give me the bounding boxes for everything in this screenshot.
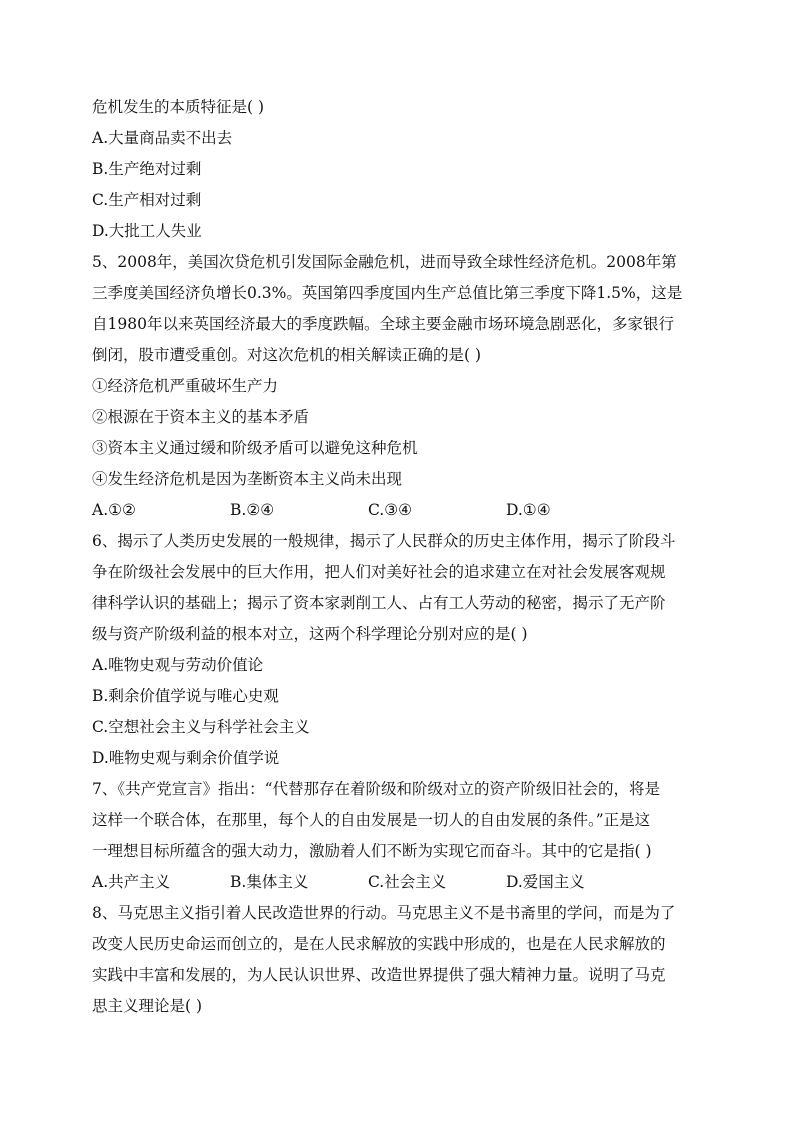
option-d: D.唯物史观与剩余价值学说 <box>92 749 280 767</box>
exam-page <box>92 92 702 1022</box>
option-a: A.①② <box>92 501 136 519</box>
statement-2: ②根源在于资本主义的基本矛盾 <box>92 408 310 426</box>
statement-1: ①经济危机严重破坏生产力 <box>92 377 279 395</box>
question-stem-line: 实践中丰富和发展的，为人民认识世界、改造世界提供了强大精神力量。说明了马克 <box>92 966 666 984</box>
question-stem-line: 级与资产阶级利益的根本对立，这两个科学理论分别对应的是( ) <box>92 625 528 643</box>
question-stem-line: 7、《共产党宣言》指出：“代替那存在着阶级和阶级对立的资产阶级旧社会的，将是 <box>92 780 661 798</box>
option-a: A.大量商品卖不出去 <box>92 129 233 147</box>
option-b: B.生产绝对过剩 <box>92 160 202 178</box>
option-d: D.①④ <box>506 501 551 519</box>
question-stem-line: 三季度美国经济负增长0.3%。英国第四季度国内生产总值比第三季度下降1.5%，这是 <box>92 284 683 302</box>
question-stem-line: 争在阶级社会发展中的巨大作用，把人们对美好社会的追求建立在对社会发展客观规 <box>92 563 666 581</box>
option-c: C.空想社会主义与科学社会主义 <box>92 718 310 736</box>
option-c: C.社会主义 <box>368 873 447 891</box>
option-c: C.生产相对过剩 <box>92 191 202 209</box>
option-a: A.共产主义 <box>92 873 171 891</box>
statement-3: ③资本主义通过缓和阶级矛盾可以避免这种危机 <box>92 439 418 457</box>
question-stem-line: 这样一个联合体，在那里，每个人的自由发展是一切人的自由发展的条件。”正是这 <box>92 811 651 829</box>
option-c: C.③④ <box>368 501 413 519</box>
question-stem: 危机发生的本质特征是( ) <box>92 98 265 116</box>
question-stem-line: 思主义理论是( ) <box>92 997 203 1015</box>
option-d: D.爱国主义 <box>506 873 585 891</box>
question-5 <box>92 247 702 526</box>
question-7 <box>92 774 702 898</box>
question-stem-line: 5、2008年，美国次贷危机引发国际金融危机，进而导致全球性经济危机。2008年第 <box>92 253 677 271</box>
question-stem-line: 自1980年以来英国经济最大的季度跌幅。全球主要金融市场环境急剧恶化，多家银行 <box>92 315 674 333</box>
option-d: D.大批工人失业 <box>92 222 202 240</box>
question-stem-line: 8、马克思主义指引着人民改造世界的行动。马克思主义不是书斋里的学问，而是为了 <box>92 904 676 922</box>
question-4 <box>92 92 702 247</box>
option-a: A.唯物史观与劳动价值论 <box>92 656 264 674</box>
question-stem-line: 改变人民历史命运而创立的，是在人民求解放的实践中形成的，也是在人民求解放的 <box>92 935 666 953</box>
options-row <box>92 867 702 898</box>
option-b: B.②④ <box>230 501 275 519</box>
option-b: B.剩余价值学说与唯心史观 <box>92 687 279 705</box>
question-8 <box>92 898 702 1022</box>
options-row <box>92 495 702 526</box>
statement-4: ④发生经济危机是因为垄断资本主义尚未出现 <box>92 470 403 488</box>
option-b: B.集体主义 <box>230 873 309 891</box>
question-stem-line: 一理想目标所蕴含的强大动力，激励着人们不断为实现它而奋斗。其中的它是指( ) <box>92 842 652 860</box>
question-stem-line: 律科学认识的基础上；揭示了资本家剥削工人、占有工人劳动的秘密，揭示了无产阶 <box>92 594 666 612</box>
question-stem-line: 6、揭示了人类历史发展的一般规律，揭示了人民群众的历史主体作用，揭示了阶段斗 <box>92 532 676 550</box>
question-stem-line: 倒闭，股市遭受重创。对这次危机的相关解读正确的是( ) <box>92 346 482 364</box>
question-6 <box>92 526 702 774</box>
